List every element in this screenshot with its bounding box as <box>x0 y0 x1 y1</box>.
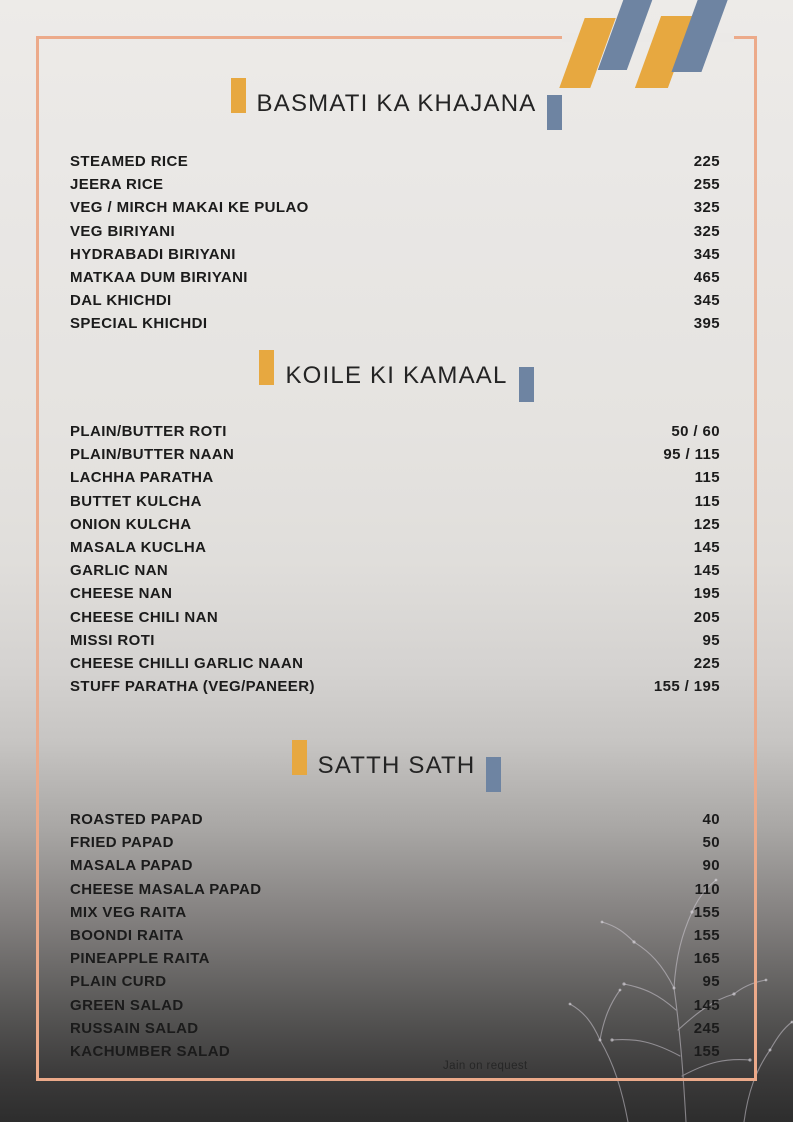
item-price: 125 <box>693 515 720 533</box>
item-name: CHEESE MASALA PAPAD <box>70 880 262 898</box>
item-name: ROASTED PAPAD <box>70 811 203 829</box>
item-price: 50 / 60 <box>671 423 720 441</box>
section-title: SATTH SATH <box>317 751 476 779</box>
item-name: HYDRABADI BIRIYANI <box>70 245 236 263</box>
menu-item-row <box>70 220 720 243</box>
section-heading-satth <box>0 748 793 783</box>
item-price: 205 <box>693 608 720 626</box>
item-name: MASALA KUCLHA <box>70 539 207 557</box>
menu-item-row <box>70 606 720 629</box>
item-name: VEG / MIRCH MAKAI KE PULAO <box>70 199 309 217</box>
section-heading-basmati <box>0 86 793 121</box>
blue-bar-icon <box>519 367 534 402</box>
item-name: STEAMED RICE <box>70 153 189 171</box>
menu-item-row <box>70 173 720 196</box>
menu-items-basmati <box>70 150 720 336</box>
item-name: LACHHA PARATHA <box>70 469 214 487</box>
menu-items-koile <box>70 420 720 698</box>
item-name: MISSI ROTI <box>70 631 155 649</box>
item-price: 115 <box>694 469 720 487</box>
item-price: 195 <box>693 585 720 603</box>
item-price: 345 <box>693 245 720 263</box>
item-price: 155 <box>693 903 720 921</box>
item-price: 225 <box>693 654 720 672</box>
section-title: KOILE KI KAMAAL <box>285 361 508 389</box>
item-price: 465 <box>693 269 720 287</box>
menu-item-row <box>70 1017 720 1040</box>
item-price: 165 <box>693 950 720 968</box>
menu-item-row <box>70 196 720 219</box>
item-price: 145 <box>693 562 720 580</box>
section-heading-koile <box>0 358 793 393</box>
item-price: 255 <box>693 176 720 194</box>
menu-item-row <box>70 901 720 924</box>
item-price: 225 <box>693 153 720 171</box>
menu-item-row <box>70 878 720 901</box>
menu-item-row <box>70 312 720 335</box>
menu-item-row <box>70 629 720 652</box>
menu-item-row <box>70 970 720 993</box>
item-price: 115 <box>694 492 720 510</box>
item-price: 95 <box>702 631 720 649</box>
item-name: BUTTET KULCHA <box>70 492 202 510</box>
item-price: 145 <box>693 996 720 1014</box>
menu-item-row <box>70 854 720 877</box>
menu-item-row <box>70 652 720 675</box>
yellow-bar-icon <box>231 78 246 113</box>
item-name: PLAIN/BUTTER NAAN <box>70 446 235 464</box>
item-price: 95 / 115 <box>663 446 720 464</box>
menu-item-row <box>70 1040 720 1063</box>
item-price: 90 <box>702 857 720 875</box>
item-name: MATKAA DUM BIRIYANI <box>70 269 248 287</box>
section-title: BASMATI KA KHAJANA <box>256 89 537 117</box>
menu-item-row <box>70 675 720 698</box>
item-name: MASALA PAPAD <box>70 857 193 875</box>
item-price: 155 <box>693 927 720 945</box>
item-name: KACHUMBER SALAD <box>70 1042 231 1060</box>
menu-item-row <box>70 536 720 559</box>
menu-item-row <box>70 443 720 466</box>
menu-item-row <box>70 420 720 443</box>
item-name: PINEAPPLE RAITA <box>70 950 210 968</box>
menu-item-row <box>70 243 720 266</box>
menu-item-row <box>70 994 720 1017</box>
menu-item-row <box>70 559 720 582</box>
item-name: CHEESE NAN <box>70 585 173 603</box>
blue-bar-icon <box>547 95 562 130</box>
menu-item-row <box>70 466 720 489</box>
item-price: 50 <box>702 834 720 852</box>
menu-items-satth <box>70 808 720 1063</box>
item-name: DAL KHICHDI <box>70 292 172 310</box>
yellow-bar-icon <box>292 740 307 775</box>
item-price: 325 <box>693 222 720 240</box>
item-name: PLAIN CURD <box>70 973 167 991</box>
item-price: 325 <box>693 199 720 217</box>
item-name: PLAIN/BUTTER ROTI <box>70 423 227 441</box>
menu-item-row <box>70 924 720 947</box>
item-name: GREEN SALAD <box>70 996 184 1014</box>
item-name: STUFF PARATHA (VEG/PANEER) <box>70 678 315 696</box>
item-price: 155 / 195 <box>653 678 720 696</box>
blue-bar-icon <box>486 757 501 792</box>
item-name: GARLIC NAN <box>70 562 169 580</box>
menu-item-row <box>70 490 720 513</box>
item-price: 95 <box>702 973 720 991</box>
item-price: 345 <box>693 292 720 310</box>
menu-item-row <box>70 831 720 854</box>
jain-note: Jain on request <box>443 1060 528 1072</box>
yellow-bar-icon <box>259 350 274 385</box>
item-name: MIX VEG RAITA <box>70 903 187 921</box>
item-price: 110 <box>694 880 720 898</box>
item-price: 145 <box>693 539 720 557</box>
item-price: 395 <box>693 315 720 333</box>
item-price: 245 <box>693 1019 720 1037</box>
item-name: BOONDI RAITA <box>70 927 184 945</box>
item-name: CHEESE CHILLI GARLIC NAAN <box>70 654 304 672</box>
menu-item-row <box>70 513 720 536</box>
item-name: JEERA RICE <box>70 176 164 194</box>
menu-item-row <box>70 808 720 831</box>
item-name: CHEESE CHILI NAN <box>70 608 219 626</box>
item-name: RUSSAIN SALAD <box>70 1019 199 1037</box>
menu-item-row <box>70 150 720 173</box>
item-name: ONION KULCHA <box>70 515 192 533</box>
item-price: 40 <box>702 811 720 829</box>
item-price: 155 <box>693 1042 720 1060</box>
item-name: SPECIAL KHICHDI <box>70 315 208 333</box>
menu-item-row <box>70 947 720 970</box>
item-name: FRIED PAPAD <box>70 834 174 852</box>
item-name: VEG BIRIYANI <box>70 222 176 240</box>
menu-item-row <box>70 266 720 289</box>
menu-item-row <box>70 289 720 312</box>
menu-item-row <box>70 582 720 605</box>
